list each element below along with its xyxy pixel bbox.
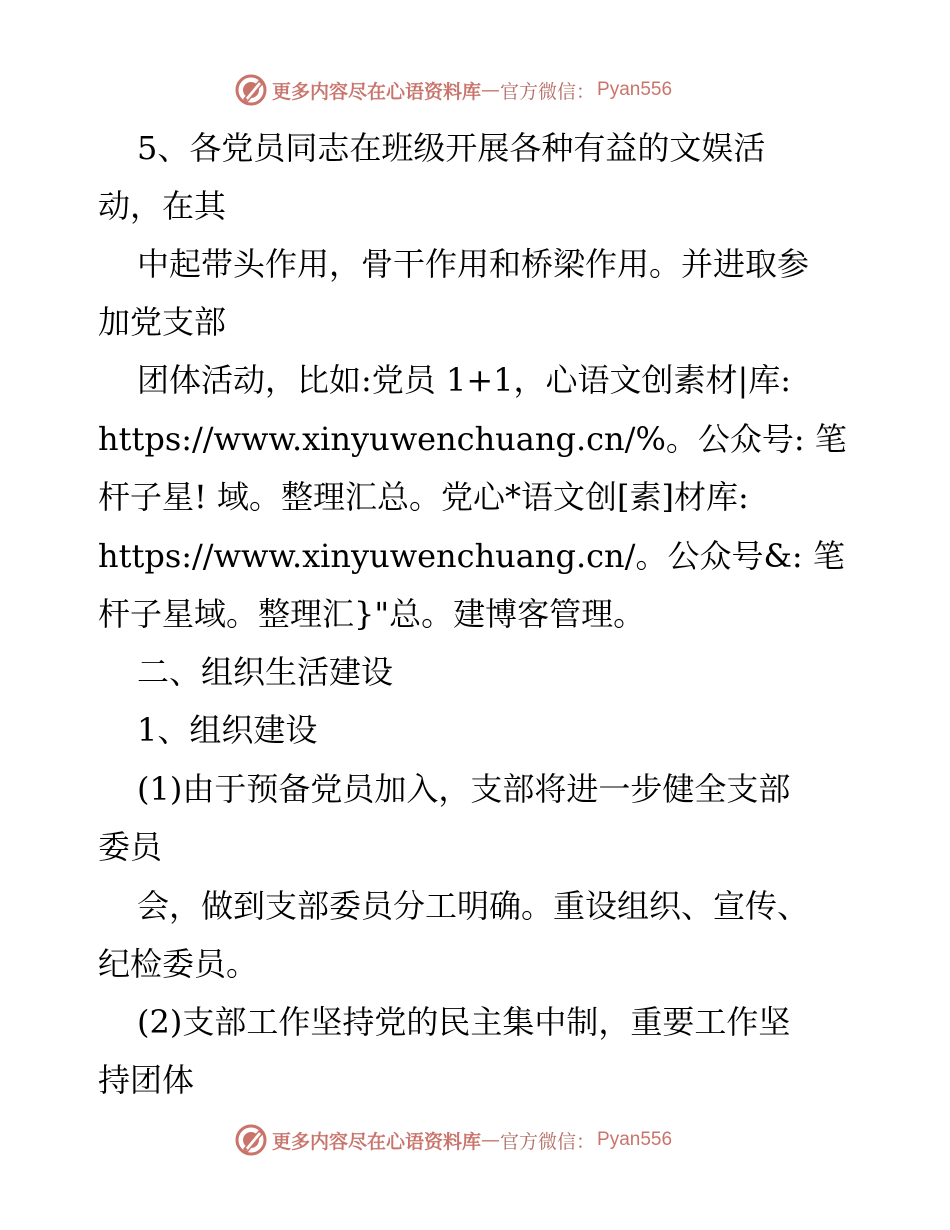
footer-banner [234, 1122, 714, 1158]
text-line: 团体活动，比如:党员 1+1，心语文创素材|库: [137, 361, 792, 399]
text-line: 动，在其 [98, 187, 227, 225]
text-line: https://www.xinyuwenchuang.cn/%。公众号: 笔 [98, 420, 847, 458]
banner-wechat-id: Pyan556 [597, 1129, 673, 1150]
pen-logo-icon [234, 1123, 268, 1157]
text-line: 会，做到支部委员分工明确。重设组织、宣传、 [137, 887, 810, 925]
banner-text: 更多内容尽在心语资料库 [272, 80, 482, 103]
banner-separator: — [481, 79, 501, 101]
banner-separator: — [481, 1129, 501, 1151]
text-line: 委员 [98, 828, 163, 866]
banner-wechat-label: 官方微信： [500, 80, 596, 103]
text-line: (1)由于预备党员加入，支部将进一步健全支部 [137, 770, 791, 808]
text-line: (2)支部工作坚持党的民主集中制，重要工作坚 [137, 1003, 791, 1041]
text-line: 5、各党员同志在班级开展各种有益的文娱活 [137, 129, 766, 167]
text-line: 中起带头作用，骨干作用和桥梁作用。并进取参 [137, 245, 810, 283]
section-heading: 二、组织生活建设 [137, 653, 394, 691]
banner-wechat-label: 官方微信： [500, 1130, 596, 1153]
banner-text: 更多内容尽在心语资料库 [272, 1130, 482, 1153]
text-line: 杆子星域。整理汇}"总。建博客管理。 [98, 595, 646, 633]
text-line: https://www.xinyuwenchuang.cn/。公众号&: 笔 [98, 537, 845, 575]
text-line: 杆子星! 域。整理汇总。党心*语文创[素]材库: [98, 478, 749, 516]
text-line: 加党支部 [98, 303, 227, 341]
text-line: 持团体 [98, 1061, 195, 1099]
subsection-heading: 1、组织建设 [137, 711, 318, 749]
banner-wechat-id: Pyan556 [597, 79, 673, 100]
text-line: 纪检委员。 [98, 945, 259, 983]
